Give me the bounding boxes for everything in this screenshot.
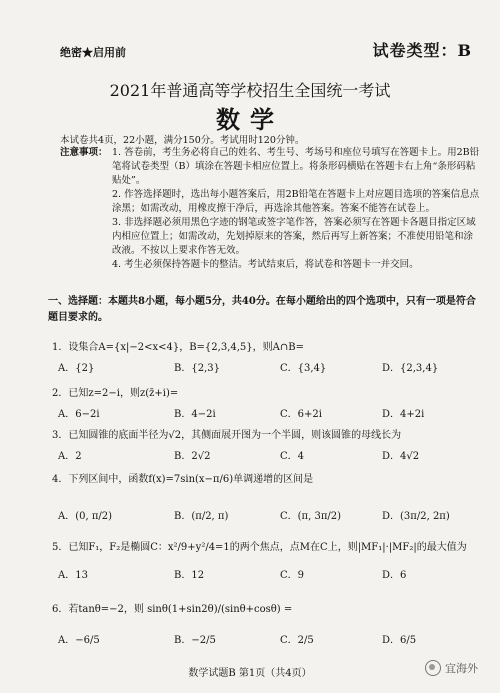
option-row <box>52 405 482 419</box>
option-c: C．2/5 <box>280 635 314 646</box>
option-b: B．2√2 <box>174 451 211 462</box>
option-row <box>52 359 482 373</box>
exam-intro: 本试卷共4页，22小题，满分150分。考试用时120分钟。 <box>60 135 305 146</box>
option-c: C．6+2i <box>280 409 322 420</box>
notice-block <box>60 146 480 272</box>
option-a: A．−6/5 <box>58 635 100 646</box>
option-a: A．{2} <box>58 363 95 374</box>
option-b: B．{2,3} <box>174 363 220 374</box>
option-c: C．4 <box>280 451 305 462</box>
question-stem: 4．下列区间中，函数f(x)=7sin(x−π/6)单调递增的区间是 <box>52 474 314 485</box>
paper-type: 试卷类型：B <box>372 41 472 60</box>
page-footer: 数学试题B 第1页（共4页） <box>188 668 312 679</box>
option-d: D．{2,3,4} <box>382 363 439 374</box>
question-3 <box>52 426 482 461</box>
option-a: A．13 <box>58 570 88 581</box>
notice-text: 3. 非选择题必须用黑色字迹的钢笔或签字笔作答，答案必须写在答题卡各题目指定区域内相应位置上；如需改动，先划掉原来的答案，然后再写上新答案；不准使用铅笔和涂改液。不按以上要求作答无效。 <box>112 217 476 256</box>
option-b: B．4−2i <box>174 409 216 420</box>
question-stem: 3．已知圆锥的底面半径为√2，其侧面展开图为一个半圆，则该圆锥的母线长为 <box>52 430 402 441</box>
option-d: D．6/5 <box>382 635 417 646</box>
option-d: D．(3π/2, 2π) <box>382 511 450 522</box>
watermark-text: 宜海外 <box>445 662 478 675</box>
notice-label: 注意事项： <box>60 147 108 158</box>
question-stem: 6．若tanθ=−2，则 sinθ(1+sin2θ)/(sinθ+cosθ) = <box>52 604 293 615</box>
option-d: D．4+2i <box>382 409 425 420</box>
option-row <box>52 447 482 461</box>
option-c: C．{3,4} <box>280 363 327 374</box>
option-a: A．(0, π/2) <box>58 511 113 522</box>
option-a: A．2 <box>58 451 82 462</box>
question-5 <box>52 536 482 580</box>
option-b: B．−2/5 <box>174 635 216 646</box>
question-2 <box>52 384 482 419</box>
question-4 <box>52 470 482 521</box>
exam-title: 2021年普通高等学校招生全国统一考试 <box>109 81 391 100</box>
option-c: C．9 <box>280 570 305 581</box>
section-heading: 一、选择题：本题共8小题，每小题5分，共40分。在每小题给出的四个选项中，只有一项是符合题目要求的。 <box>48 296 476 323</box>
option-row <box>52 566 482 580</box>
option-d: D．4√2 <box>382 451 420 462</box>
notice-text: 1. 答卷前，考生务必将自己的姓名、考生号、考场号和座位号填写在答题卡上。用2B铅笔将试卷类型（B）填涂在答题卡相应位置上。将条形码横贴在答题卡右上角“条形码粘贴处”。 <box>112 147 480 186</box>
option-a: A．6−2i <box>58 409 100 420</box>
notice-item <box>60 146 480 188</box>
subject-title: 数学 <box>216 105 284 134</box>
question-1 <box>52 338 482 373</box>
question-6 <box>52 600 482 645</box>
wechat-icon <box>425 660 441 676</box>
option-d: D．6 <box>382 570 407 581</box>
secret-label: 绝密★启用前 <box>60 46 126 59</box>
question-stem: 2．已知z=2−i，则z(z̄+i)= <box>52 388 179 399</box>
notice-item <box>60 216 480 258</box>
notice-item <box>60 258 480 272</box>
option-row <box>52 631 482 645</box>
notice-text: 4. 考生必须保持答题卡的整洁。考试结束后，将试卷和答题卡一并交回。 <box>112 259 419 270</box>
question-stem: 1．设集合A={x|−2<x<4}，B={2,3,4,5}，则A∩B= <box>52 342 304 353</box>
notice-text: 2. 作答选择题时，选出每小题答案后，用2B铅笔在答题卡上对应题目选项的答案信息点涂黑；如需改动，用橡皮擦干净后，再选涂其他答案。答案不能答在试卷上。 <box>112 189 480 214</box>
option-b: B．(π/2, π) <box>174 511 229 522</box>
option-b: B．12 <box>174 570 205 581</box>
notice-item <box>60 188 480 216</box>
option-row <box>52 507 482 521</box>
question-stem: 5．已知F₁，F₂是椭圆C：x²/9+y²/4=1的两个焦点，点M在C上，则|MF₁|·|MF₂|的最大值为 <box>52 542 467 553</box>
watermark <box>425 660 478 676</box>
option-c: C．(π, 3π/2) <box>280 511 342 522</box>
